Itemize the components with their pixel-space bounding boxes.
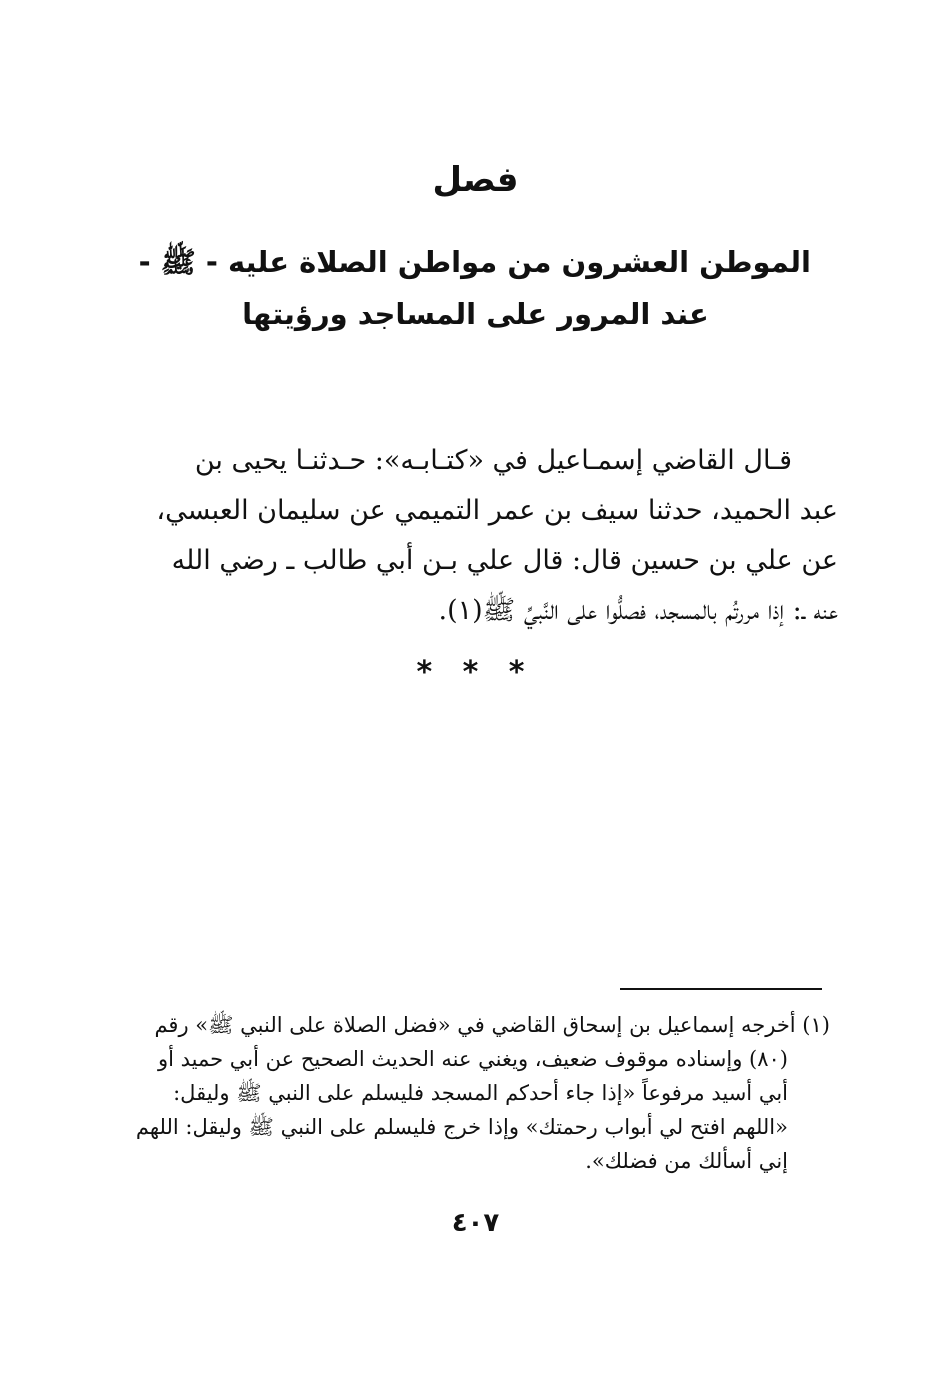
- section-title: فصل: [432, 160, 519, 200]
- body-line-3: عن علي بن حسين قال: قال علي بـن أبي طالب ـ رضي الله: [171, 545, 838, 576]
- footnote: [120, 1008, 830, 1178]
- body-line-2: عبد الحميد، حدثنا سيف بن عمر التميمي عن سليمان العبسي،: [156, 495, 838, 526]
- heading-line-2: عند المرور على المساجد ورؤيتها: [242, 297, 709, 331]
- body-paragraph: [126, 436, 838, 636]
- footnote-line-2: (٨٠) وإسناده موقوف ضعيف، ويغني عنه الحديث الصحيح عن أبي حميد أو: [157, 1047, 788, 1071]
- body-line-4: عنه ـ: إذا مررتُم بالمسجد، فصلُّوا على النَّبيِّ ﷺ(١).: [438, 595, 838, 626]
- chapter-heading: [140, 236, 811, 340]
- footnote-line-5: إني أسألك من فضلك».: [585, 1149, 788, 1173]
- section-separator: * * *: [416, 655, 535, 690]
- heading-line-1: الموطن العشرون من مواطن الصلاة عليه - ﷺ -: [138, 245, 811, 279]
- footnote-line-3: أبي أسيد مرفوعاً «إذا جاء أحدكم المسجد فليسلم على النبي ﷺ وليقل:: [173, 1081, 788, 1105]
- page-number: ٤٠٧: [451, 1208, 500, 1238]
- footnote-line-1: (١) أخرجه إسماعيل بن إسحاق القاضي في «فضل الصلاة على النبي ﷺ» رقم: [154, 1013, 830, 1037]
- footnote-line-4: «اللهم افتح لي أبواب رحمتك» وإذا خرج فليسلم على النبي ﷺ وليقل: اللهم: [135, 1115, 788, 1139]
- body-line-1: قـال القاضي إسمـاعيل في «كتـابـه»: حـدثنـا يحيى بن: [194, 445, 792, 476]
- footnote-divider: [620, 988, 822, 990]
